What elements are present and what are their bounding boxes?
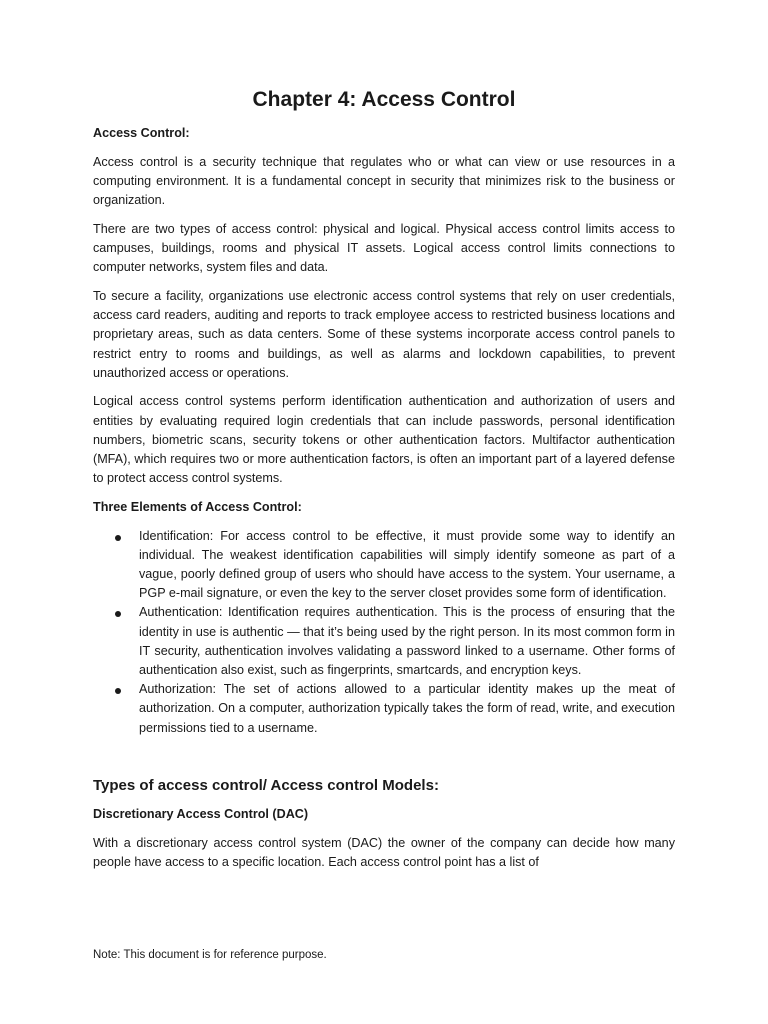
subsection-heading-dac: Discretionary Access Control (DAC)	[93, 806, 309, 821]
list-item-text: Identification: For access control to be effective, it must provide some way to identify an individual. The weakest identification capabilities will simply identify someone as part of a vague, poorly defined group of users who should have access to the system. Your username, a PGP e-mail signature, or even the key to the server closet provides some form of identification.	[139, 528, 675, 601]
list-item-text: Authentication: Identification requires authentication. This is the process of ensuring that the identity in use is authentic — that it’s being used by the right person. In its most common form in IT security, authentication involves validating a password linked to a username. Other forms of authentication also exist, such as fingerprints, smartcards, and encryption keys.	[139, 605, 675, 678]
bullet-icon	[115, 688, 121, 694]
list-item-authorization	[93, 680, 675, 738]
section-label-three-elements: Three Elements of Access Control:	[93, 499, 302, 514]
paragraph-facility: To secure a facility, organizations use electronic access control systems that rely on user credentials, access card readers, auditing and reports to track employee access to restricted business locations and proprietary areas, such as data centers. Some of these systems incorporate access control panels to restrict entry to rooms and buildings, as well as alarms and lockdown capabilities, to prevent unauthorized access or operations.	[93, 288, 675, 380]
list-item-text: Authorization: The set of actions allowed to a particular identity makes up the meat of authorization. On a computer, authorization typically takes the form of read, write, and execution permissions tied to a username.	[139, 682, 675, 735]
bullet-icon	[115, 611, 121, 617]
bullet-icon	[115, 535, 121, 541]
list-item-identification	[93, 527, 675, 604]
paragraph-dac: With a discretionary access control system (DAC) the owner of the company can decide how many people have access to a specific location. Each access control point has a list of	[93, 835, 675, 869]
footer-note: Note: This document is for reference purpose.	[93, 949, 327, 961]
document-body	[93, 124, 675, 882]
paragraph-types: There are two types of access control: physical and logical. Physical access control limits access to campuses, buildings, rooms and physical IT assets. Logical access control limits connections to computer networks, system files and data.	[93, 221, 675, 275]
paragraph-definition: Access control is a security technique that regulates who or what can view or use resources in a computing environment. It is a fundamental concept in security that minimizes risk to the business or organization.	[93, 154, 675, 208]
page-title: Chapter 4: Access Control	[252, 88, 516, 111]
section-heading-models: Types of access control/ Access control Models:	[93, 776, 439, 794]
paragraph-logical: Logical access control systems perform identification authentication and authorization of users and entities by evaluating required login credentials that can include passwords, personal identification numbers, biometric scans, security tokens or other authentication factors. Multifactor authentication (MFA), which requires two or more authentication factors, is often an important part of a layered defense to protect access control systems.	[93, 394, 675, 486]
list-item-authentication	[93, 603, 675, 680]
section-label-access-control: Access Control:	[93, 126, 190, 140]
elements-list	[93, 527, 675, 738]
